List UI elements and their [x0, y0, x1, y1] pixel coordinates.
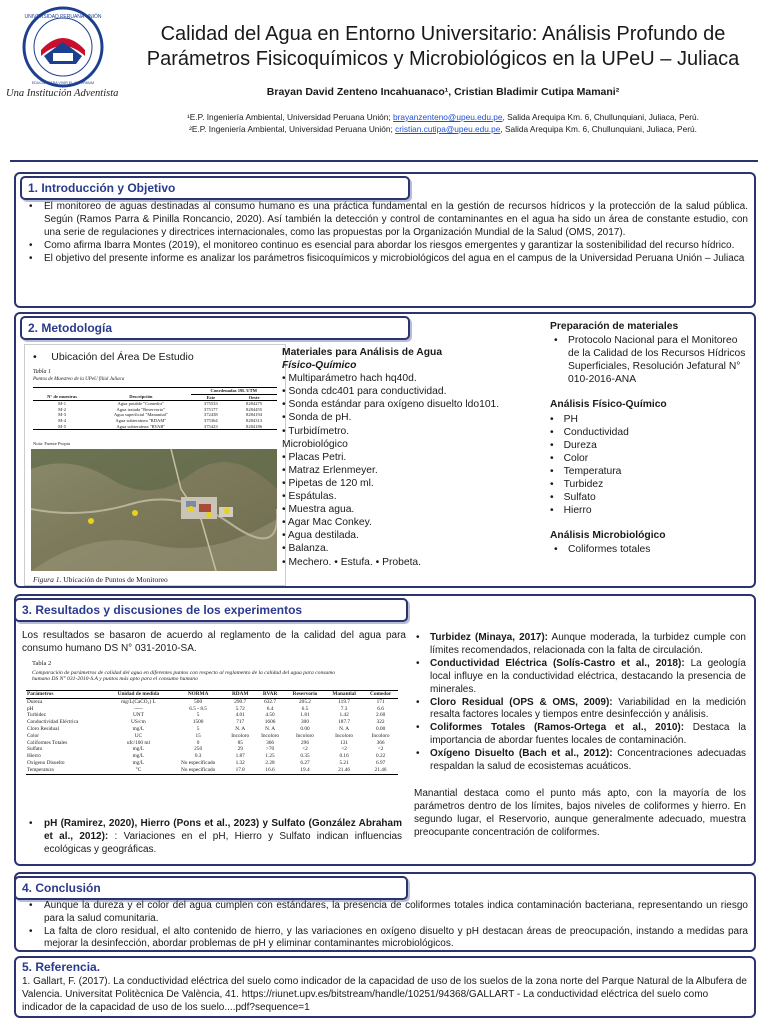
table-header-cell: RVAR: [255, 691, 285, 699]
reference-text: 1. Gallart, F. (2017). La conductividad eléctrica del suelo como indicador de la capacidad de uso de los suelos de la zona norte del Parque Natural de la Albufera de Valencia. Universitat Politècnica De València, 41. https://riunet.upv.es/bitstream/handle/10251/94368/GALLART - La conductividad eléctrica del suelo como indicador de la capacidad de uso de los suelo....pdf?sequence=1: [22, 976, 747, 1013]
table-cell: 375364: [203, 417, 218, 423]
list-item: • El monitoreo de aguas destinadas al consumo humano es una práctica fundamental en la gestión de recursos hídricos y la protección de la salud pública. Según (Ramos Parra & Pinilla Roncancio, 2020). Así también la detección y control de contaminantes en el agua ha sido un área de constante estudio, con una serie de regulaciones y directrices internacionales, como las propuestas por la Organización Mundial de la Salud (OMS, 2017).: [22, 200, 748, 239]
section-title: 4. Conclusión: [14, 876, 408, 900]
email-link-1[interactable]: brayanzenteno@upeu.edu.pe: [393, 112, 503, 122]
table-cell: -----: [134, 705, 143, 712]
table-cell: 322: [376, 719, 385, 726]
institution-tagline: Una Institución Adventista: [6, 88, 119, 99]
table-cell: mg/L: [132, 725, 145, 732]
micro-last-line: • Mechero. • Estufa. • Probeta.: [282, 556, 422, 568]
table-cell: 0.00: [300, 725, 310, 732]
list-item-text: Matraz Erlenmeyer.: [288, 464, 378, 476]
list-item: • Matraz Erlenmeyer.: [282, 464, 378, 476]
table-cell: °C: [106, 767, 171, 774]
section-introduction: [14, 172, 756, 308]
materials-list: [282, 346, 542, 569]
table-cell: Incoloro: [231, 732, 250, 739]
list-item: • Aunque la dureza y el color del agua cumplen con estándares, la presencia de coliformes totales indica contaminación bacteriana, representando un riesgo para la salud comunitaria.: [22, 900, 748, 926]
list-item: • Protocolo Nacional para el Monitoreo de la Calidad de los Recursos Hídricos Superficiales, Resolución Jefatural N° 010-2016-ANA: [550, 334, 750, 386]
table-cell: No especificado: [180, 759, 216, 766]
table-cell: 8284455: [246, 406, 263, 412]
affiliation-1: ¹E.P. Ingeniería Ambiental, Universidad Peruana Unión; brayanzenteno@upeu.edu.pe, Salida Arequipa Km. 6, Chullunquiani, Juliaca, Perú.: [187, 112, 699, 122]
title-line-2: Parámetros Fisicoquímicos y Microbiológicos en la UPeU – Juliaca: [146, 48, 740, 70]
table-cell: 8284313: [246, 417, 263, 423]
table-cell: M-1: [58, 401, 67, 407]
affiliation-2: ²E.P. Ingeniería Ambiental, Universidad Peruana Unión; cristian.cutipa@upeu.edu.pe, Salida Arequipa Km. 6, Chullunquiani, Juliaca, Perú.: [189, 124, 697, 134]
table-cell: 1.87: [235, 753, 245, 760]
table-cell: 500: [194, 698, 203, 705]
list-item: • Muestra agua.: [282, 504, 355, 516]
table-cell: 372438: [203, 412, 218, 418]
table-cell: Cloro Residual: [27, 725, 59, 732]
authors: Brayan David Zenteno Incahuanaco¹, Cristian Bladimir Cutipa Mamani²: [266, 86, 620, 98]
list-item: • Espátulas.: [282, 491, 337, 503]
table-cell: <2: [302, 746, 308, 753]
list-item: • pH (Ramirez, 2020), Hierro (Pons et al., 2023) y Sulfato (González Abraham et al., 2012): : Variaciones en el pH, Hierro y Sulfato indican influencias ecológicas y geográficas.: [22, 818, 402, 856]
table-cell: <2: [341, 746, 347, 753]
list-item: • Coliformes totales: [550, 543, 750, 556]
table-cell: No especificado: [171, 767, 225, 774]
table-row: [26, 746, 398, 753]
table-row: [26, 719, 398, 726]
email-link-2[interactable]: cristian.cutipa@upeu.edu.pe: [395, 124, 501, 134]
list-item: • Pipetas de 120 ml.: [282, 477, 374, 489]
table-cell: 7.3: [340, 705, 348, 712]
list-item: [414, 748, 746, 774]
table-cell: M-5: [33, 424, 91, 430]
list-item-text: Destaca la importancia de abordar fuentes locales de contaminación.: [430, 722, 746, 747]
list-item: • Sonda de pH.: [282, 412, 352, 424]
table-cell: 4.01: [235, 712, 245, 719]
section-conclusion: [14, 872, 756, 952]
study-area-heading: • Ubicación del Área De Estudio: [33, 351, 194, 363]
table-header-cell: Manantial: [325, 691, 363, 699]
list-item: • Turbidímetro.: [282, 425, 350, 437]
table-cell: 85: [237, 739, 243, 746]
list-item-text: Placas Petri.: [288, 451, 347, 463]
table2-title: Comparación de parámetros de calidad del agua en diferentes puntos con respecto al reglamento de la calidad del agua para consumo humano DS N° 031-2010-S.A y puntos más apto para el consumo humano: [32, 670, 336, 683]
list-item: [414, 722, 746, 748]
table-header-cell: RDAM: [225, 691, 255, 699]
table-cell: Coliformes Totales: [27, 739, 68, 746]
table-row: [26, 740, 398, 747]
table-cell: Incoloro: [296, 732, 314, 739]
table-cell: 17.8: [225, 767, 255, 774]
table-cell: Temperatura: [26, 767, 106, 774]
list-item-text: La geología local influye en la conductividad eléctrica, destacando la presencia de minerales.: [430, 657, 746, 695]
table-cell: 375533: [203, 401, 218, 407]
micro-parameters-list: [550, 543, 750, 556]
university-logo: [8, 6, 118, 88]
table-cell: 717: [236, 719, 245, 726]
list-item: • Color: [550, 452, 750, 465]
table-cell: Dureza: [27, 698, 43, 705]
table-cell: 15: [195, 732, 201, 739]
list-item-text: Muestra agua.: [288, 504, 355, 516]
table-cell: 0.22: [375, 753, 386, 760]
micro-analysis-title: Análisis Microbiológico: [550, 530, 666, 542]
list-item: • PH: [550, 413, 750, 426]
table-cell: 171: [376, 698, 385, 705]
list-item-text: Sonda de pH.: [288, 412, 352, 424]
section-title: 3. Resultados y discusiones de los experimentos: [14, 598, 408, 622]
conclusion-list: [22, 900, 748, 951]
table-cell: Incoloro: [261, 732, 280, 739]
table-cell: Turbidez: [27, 712, 46, 719]
list-item-source: Conductividad Eléctrica (Solís-Castro et al., 2018):: [430, 657, 685, 669]
table-cell: 16.6: [255, 767, 285, 774]
materials-title: Materiales para Análisis de Agua: [282, 347, 443, 358]
list-item-source: Turbidez (Minaya, 2017):: [430, 632, 549, 643]
list-item-text: Balanza.: [288, 543, 329, 555]
table-cell: 0.16: [339, 753, 349, 760]
prep-list: [550, 334, 750, 386]
table-cell: M-2: [58, 406, 67, 412]
table-row: [26, 712, 398, 719]
table-cell: 1500: [192, 719, 204, 726]
table-cell: 290.7: [234, 698, 247, 705]
table-cell: 5: [196, 712, 200, 719]
list-item: • Turbidez: [550, 478, 750, 491]
fq-analysis-title: Análisis Físico-Químico: [550, 399, 667, 411]
list-item-source: Coliformes Totales (Ramos-Ortega et al., 2010):: [430, 722, 685, 734]
list-item-text: Agua destilada.: [287, 530, 359, 542]
results-table-figure: [22, 658, 404, 804]
table-cell: 8284186: [231, 424, 277, 430]
micro-label: Microbiológico: [282, 438, 348, 450]
table-header-cell: NORMA: [171, 691, 225, 699]
table-cell: M-3: [58, 412, 67, 418]
list-item: [414, 697, 746, 723]
table-row: [26, 753, 398, 760]
table-cell: 187.7: [338, 719, 351, 726]
table-cell: 205.2: [299, 698, 311, 705]
table-header-cell: Comedor: [363, 691, 398, 699]
table-row: [26, 733, 398, 740]
table-cell: 300: [301, 719, 309, 726]
table-cell: 4.50: [265, 712, 275, 719]
table-row: [26, 767, 398, 774]
section-methodology: [14, 312, 756, 588]
table-cell: 2.60: [375, 712, 386, 719]
table-cell: US/cm: [131, 719, 146, 726]
table-cell: UC: [134, 732, 143, 739]
list-item-source: Oxígeno Disuelto (Bach et al., 2012):: [430, 748, 613, 760]
list-item: • Como afirma Ibarra Montes (2019), el monitoreo continuo es esencial para abordar los riesgos emergentes y garantizar la sostenibilidad del recurso hídrico.: [22, 239, 748, 252]
list-item-text: Variabilidad en la medición resalta factores locales y tiempos entre desinfección y análisis.: [430, 696, 746, 721]
table-cell: Agua subterránea "RDAM": [115, 417, 167, 423]
table-cell: 250: [194, 746, 203, 753]
list-item-text: Sonda estándar para oxígeno disuelto ldo101.: [288, 399, 500, 411]
table-cell: 375177: [203, 406, 218, 412]
table-cell: Oxígeno Disuelto: [27, 759, 65, 766]
table-cell: N. A: [339, 725, 350, 732]
table-cell: mg/L: [132, 746, 145, 753]
table-cell: mg/L: [132, 759, 145, 766]
table-cell: 6.6: [377, 705, 384, 712]
list-item: • Agua destilada.: [282, 530, 359, 542]
list-item: [414, 632, 746, 658]
table-cell: 8284275: [246, 401, 263, 407]
section-references: [14, 956, 756, 1018]
table-cell: 296: [301, 739, 309, 746]
list-item: • Multiparámetro hach hq40d.: [282, 373, 417, 385]
table-cell: 366: [376, 739, 385, 746]
table-cell: 8284194: [246, 412, 263, 418]
study-area-figure: [24, 344, 286, 586]
section-title: 5. Referencia.: [22, 960, 101, 974]
list-item: • La falta de cloro residual, el alto contenido de hierro, y las variaciones en oxígeno disuelto y pH destacan áreas de preocupación, instando a medidas para mejorar la desinfección, abordar problemas de pH y eliminar contaminantes microbiológicos.: [22, 926, 748, 952]
table-cell: 6.97: [375, 759, 386, 766]
table-cell: mg/L(CaCO₃) L: [121, 698, 156, 705]
table-row: [26, 760, 398, 767]
table-cell: Agua superficial "Manantial": [113, 412, 168, 418]
list-item: • Sulfato: [550, 491, 750, 504]
table-cell: Agua tratada "Reservorio": [116, 406, 166, 412]
figure1-caption: Figura 1. Ubicación de Puntos de Monitoreo: [33, 575, 168, 584]
table-cell: 5: [196, 725, 200, 732]
title-line-1: Calidad del Agua en Entorno Universitario: Análisis Profundo de: [160, 23, 726, 45]
section-results: [14, 594, 756, 866]
table-cell: 21.46: [325, 767, 363, 774]
header-divider: [10, 160, 758, 162]
table-cell: ufc/100 ml: [126, 739, 150, 746]
table-cell: Incoloro: [371, 732, 390, 739]
table-cell: 1.32: [235, 759, 245, 766]
table-cell: pH: [27, 705, 34, 712]
table1-title: Puntos de Muestreo de la UPeU filial Juliaca: [33, 377, 125, 382]
table-cell: N. A: [265, 725, 276, 732]
list-item: • Sonda cdc401 para conductividad.: [282, 386, 447, 398]
table-cell: 0.3: [194, 753, 202, 760]
table-row: [26, 706, 398, 713]
list-item-text: Multiparámetro hach hq40d.: [288, 373, 417, 385]
table-cell: Incoloro: [335, 732, 354, 739]
list-item: • Dureza: [550, 439, 750, 452]
section-title: 1. Introducción y Objetivo: [20, 176, 410, 200]
table-cell: 0.00: [375, 725, 386, 732]
table-header-cell: Reservorio: [285, 691, 325, 699]
materials-subtitle: Físico-Químico: [282, 360, 357, 372]
table-cell: 5.72: [235, 705, 245, 712]
list-item: • Balanza.: [282, 543, 329, 555]
table-cell: Color: [27, 732, 40, 739]
list-item: • Sonda estándar para oxígeno disuelto ldo101.: [282, 399, 500, 411]
table-cell: 131: [340, 739, 349, 746]
table-cell: Hierro: [27, 753, 41, 760]
table-cell: Sulfato: [27, 746, 43, 753]
table-cell: 0.35: [300, 753, 310, 760]
list-item: • Placas Petri.: [282, 451, 347, 463]
table-cell: 2.28: [265, 759, 275, 766]
table-cell: 1606: [264, 719, 276, 726]
list-item-text: Pipetas de 120 ml.: [288, 477, 374, 489]
table1-caption: Tabla 1: [33, 369, 51, 375]
table-cell: >70: [265, 746, 275, 753]
poster-title: [128, 22, 758, 72]
table-cell: 19.4: [285, 767, 325, 774]
table-cell: 5.21: [339, 759, 349, 766]
list-item: • Agar Mac Conkey.: [282, 517, 372, 529]
section-title: 2. Metodología: [20, 316, 410, 340]
table-cell: <2: [377, 746, 384, 753]
list-item: • Temperatura: [550, 465, 750, 478]
list-item-text: Espátulas.: [288, 491, 337, 503]
list-item: • Conductividad: [550, 426, 750, 439]
table-header-cell: Parámetros: [26, 691, 106, 699]
satellite-map-image: [31, 449, 277, 571]
table-row: [33, 424, 277, 430]
preparation-panel: [550, 320, 750, 557]
table-cell: Agua potable "Comedor": [117, 401, 165, 407]
table1-note: Nota: Fuente Propia: [33, 441, 70, 446]
table-cell: mg/L: [132, 753, 145, 760]
fq-parameters-list: [550, 413, 750, 518]
table-cell: Conductividad Eléctrica: [27, 719, 79, 726]
list-item: • El objetivo del presente informe es analizar los parámetros fisicoquímicos y microbiológicos del agua en el campus de la Universidad Peruana Unión – Juliaca: [22, 252, 748, 265]
table-cell: 21.46: [363, 767, 398, 774]
table-row: [26, 726, 398, 733]
results-discussion: [414, 632, 746, 840]
list-item-source: Cloro Residual (OPS & OMS, 2009):: [430, 696, 613, 708]
table-header-cell: Unidad de medida: [106, 691, 171, 699]
list-item-text: Agar Mac Conkey.: [287, 517, 372, 529]
results-conclusion-paragraph: Manantial destaca como el punto más apto, con la mayoría de los parámetros dentro de los límites, bajos niveles de coliformes y hierro. En segundo lugar, el Reservorio, aunque generalmente adecuado, muestra preocupante concentración de coliformes.: [414, 787, 746, 838]
table-cell: M-4: [58, 417, 67, 423]
discussion-list: [414, 632, 746, 774]
table-row: [26, 698, 398, 705]
table-cell: 1.42: [339, 712, 349, 719]
table2-caption: Tabla 2: [32, 660, 52, 667]
water-quality-table: [26, 690, 398, 775]
table-cell: UNT: [132, 712, 144, 719]
poster-header: [0, 0, 768, 170]
svg-text:EDUCAR PARA VIVIR EL AETERNUM: EDUCAR PARA VIVIR EL AETERNUM: [31, 81, 95, 85]
table-cell: 366: [266, 739, 275, 746]
table-cell: 6.5 - 8.5: [189, 705, 207, 712]
prep-title: Preparación de materiales: [550, 321, 679, 332]
list-item-text: Sonda cdc401 para conductividad.: [288, 386, 447, 398]
intro-list: [22, 200, 748, 265]
table-cell: 375423: [191, 424, 232, 430]
table-cell: 6.27: [300, 759, 310, 766]
svg-text:UNIVERSIDAD PERUANA UNIÓN: UNIVERSIDAD PERUANA UNIÓN: [24, 14, 102, 20]
table-cell: 1.81: [300, 712, 310, 719]
table-cell: 119.7: [338, 698, 350, 705]
table-cell: 0: [196, 739, 200, 746]
table-cell: 1.25: [265, 753, 275, 760]
table-cell: 29: [237, 746, 243, 753]
table-cell: Agua subterránea "RVAR": [91, 424, 190, 430]
results-intro: Los resultados se basaron de acuerdo al reglamento de la calidad del agua para consumo humano DS N° 031-2010-SA.: [22, 630, 406, 654]
table-cell: 632.7: [264, 698, 277, 705]
results-left-list: [22, 818, 402, 856]
list-item: • Hierro: [550, 504, 750, 517]
list-item-text: Concentraciones adecuadas respaldan la salud de ecosistemas acuáticos.: [430, 748, 747, 773]
sampling-points-table: Coordenadas 19L UTM N° de muestras Descripción Este Oeste M-1 Agua potable "Comedor" 375533 8284275 M-2 Agua tratada "Reservorio" 375177 8284455 M-3 Agua superficial "Manantial" 372438 8284194 M-4 Agua subterránea "RDAM" 375364 8284313 M-5 Agua subterránea "RVAR" 375423 8284186: [33, 387, 277, 430]
table-cell: 6.5: [301, 705, 309, 712]
table-cell: 6.4: [266, 705, 274, 712]
table-cell: N. A: [235, 725, 246, 732]
list-item: [414, 658, 746, 697]
list-item-text: Turbidímetro.: [288, 425, 350, 437]
list-item-text: Aunque moderada, la turbidez cumple con límites recomendados, relacionada con la falta de circulación.: [430, 632, 746, 656]
